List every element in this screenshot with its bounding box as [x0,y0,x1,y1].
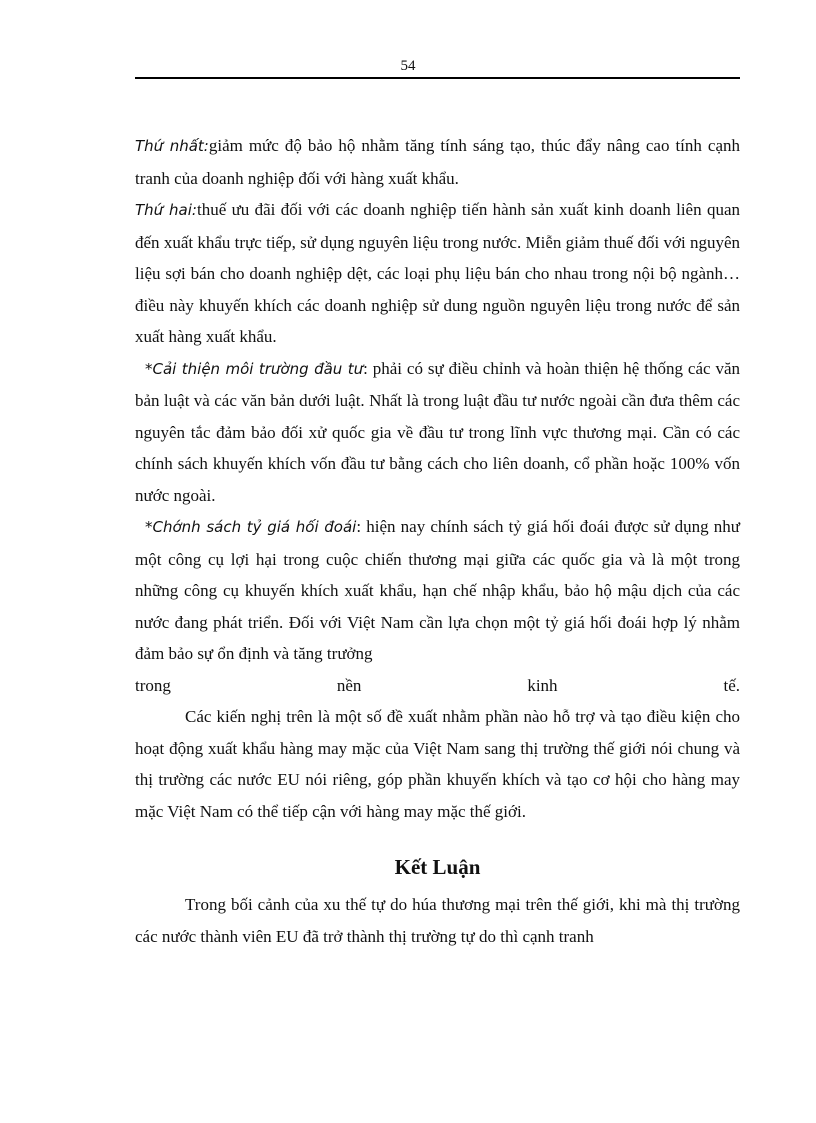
paragraph-lead: Thứ hai: [135,201,197,219]
paragraph-lead: *Cải thiện môi trường đầu tư [145,359,364,378]
page-number: 54 [400,58,416,74]
paragraph-first [135,130,740,194]
paragraph-text: thuế ưu đãi đối với các doanh nghiệp tiến hành sản xuất kinh doanh liên quan đến xuất khẩu trực tiếp, sử dụng nguyên liệu trong nước. Miễn giảm thuế đối với nguyên liệu sợi bán cho doanh nghiệp dệt, các loại phụ liệu bán cho nhau trong nội bộ ngành…điều này khuyến khích các doanh nghiệp sử dung nguồn nguyên liệu trong nước để sản xuất hàng xuất khẩu. [135,200,740,346]
paragraph-recommendations: Các kiến nghị trên là một số đề xuất nhằm phần nào hỗ trợ và tạo điều kiện cho hoạt động xuất khẩu hàng may mặc của Việt Nam sang thị trường thế giới nói chung và thị trường các nước EU nói riêng, góp phần khuyến khích và tạo cơ hội cho hàng may mặc Việt Nam có thể tiếp cận với hàng may mặc thế giới. [135,707,740,821]
paragraph-lead: *Chớnh sách tỷ giá hối đoái [145,518,357,536]
header-rule [135,77,740,79]
paragraph-text: : hiện nay chính sách tỷ giá hối đoái được sử dụng như một công cụ lợi hại trong cuộc chiến thương mại giữa các quốc gia và là một trong những công cụ khuyến khích xuất khẩu, hạn chế nhập khẩu, bảo hộ mậu dịch của các nước đang phát triển. Đối với Việt Nam cần lựa chọn một tỷ giá hối đoái hợp lý nhằm đảm bảo sự ổn định và tăng trưởng [135,517,740,663]
section-heading: Kết Luận [394,855,481,879]
paragraph-investment [135,353,740,512]
paragraph-text: giảm mức độ bảo hộ nhằm tăng tính sáng tạo, thúc đẩy nâng cao tính cạnh tranh của doanh nghiệp đối với hàng xuất khẩu. [135,136,740,188]
paragraph-second [135,194,740,353]
paragraph-lead: Thứ nhất: [135,137,209,155]
document-body [135,130,740,952]
paragraph-text: : phải có sự điều chỉnh và hoàn thiện hệ thống các văn bản luật và các văn bản dưới luật. Nhất là trong luật đầu tư nước ngoài cần đưa thêm các nguyên tắc đảm bảo đối xử quốc gia về đầu tư trong lĩnh vực thương mại. Cần có các chính sách khuyến khích vốn đầu tư bằng cách cho liên doanh, cổ phần hoặc 100% vốn nước ngoài. [135,358,740,505]
paragraph-exchange-rate [135,511,740,670]
paragraph-conclusion: Trong bối cảnh của xu thế tự do húa thương mại trên thế giới, khi mà thị trường các nước thành viên EU đã trở thành thị trường tự do thì cạnh tranh [135,895,740,946]
paragraph-exchange-rate-tail: trong nền kinh tế. [135,675,740,695]
